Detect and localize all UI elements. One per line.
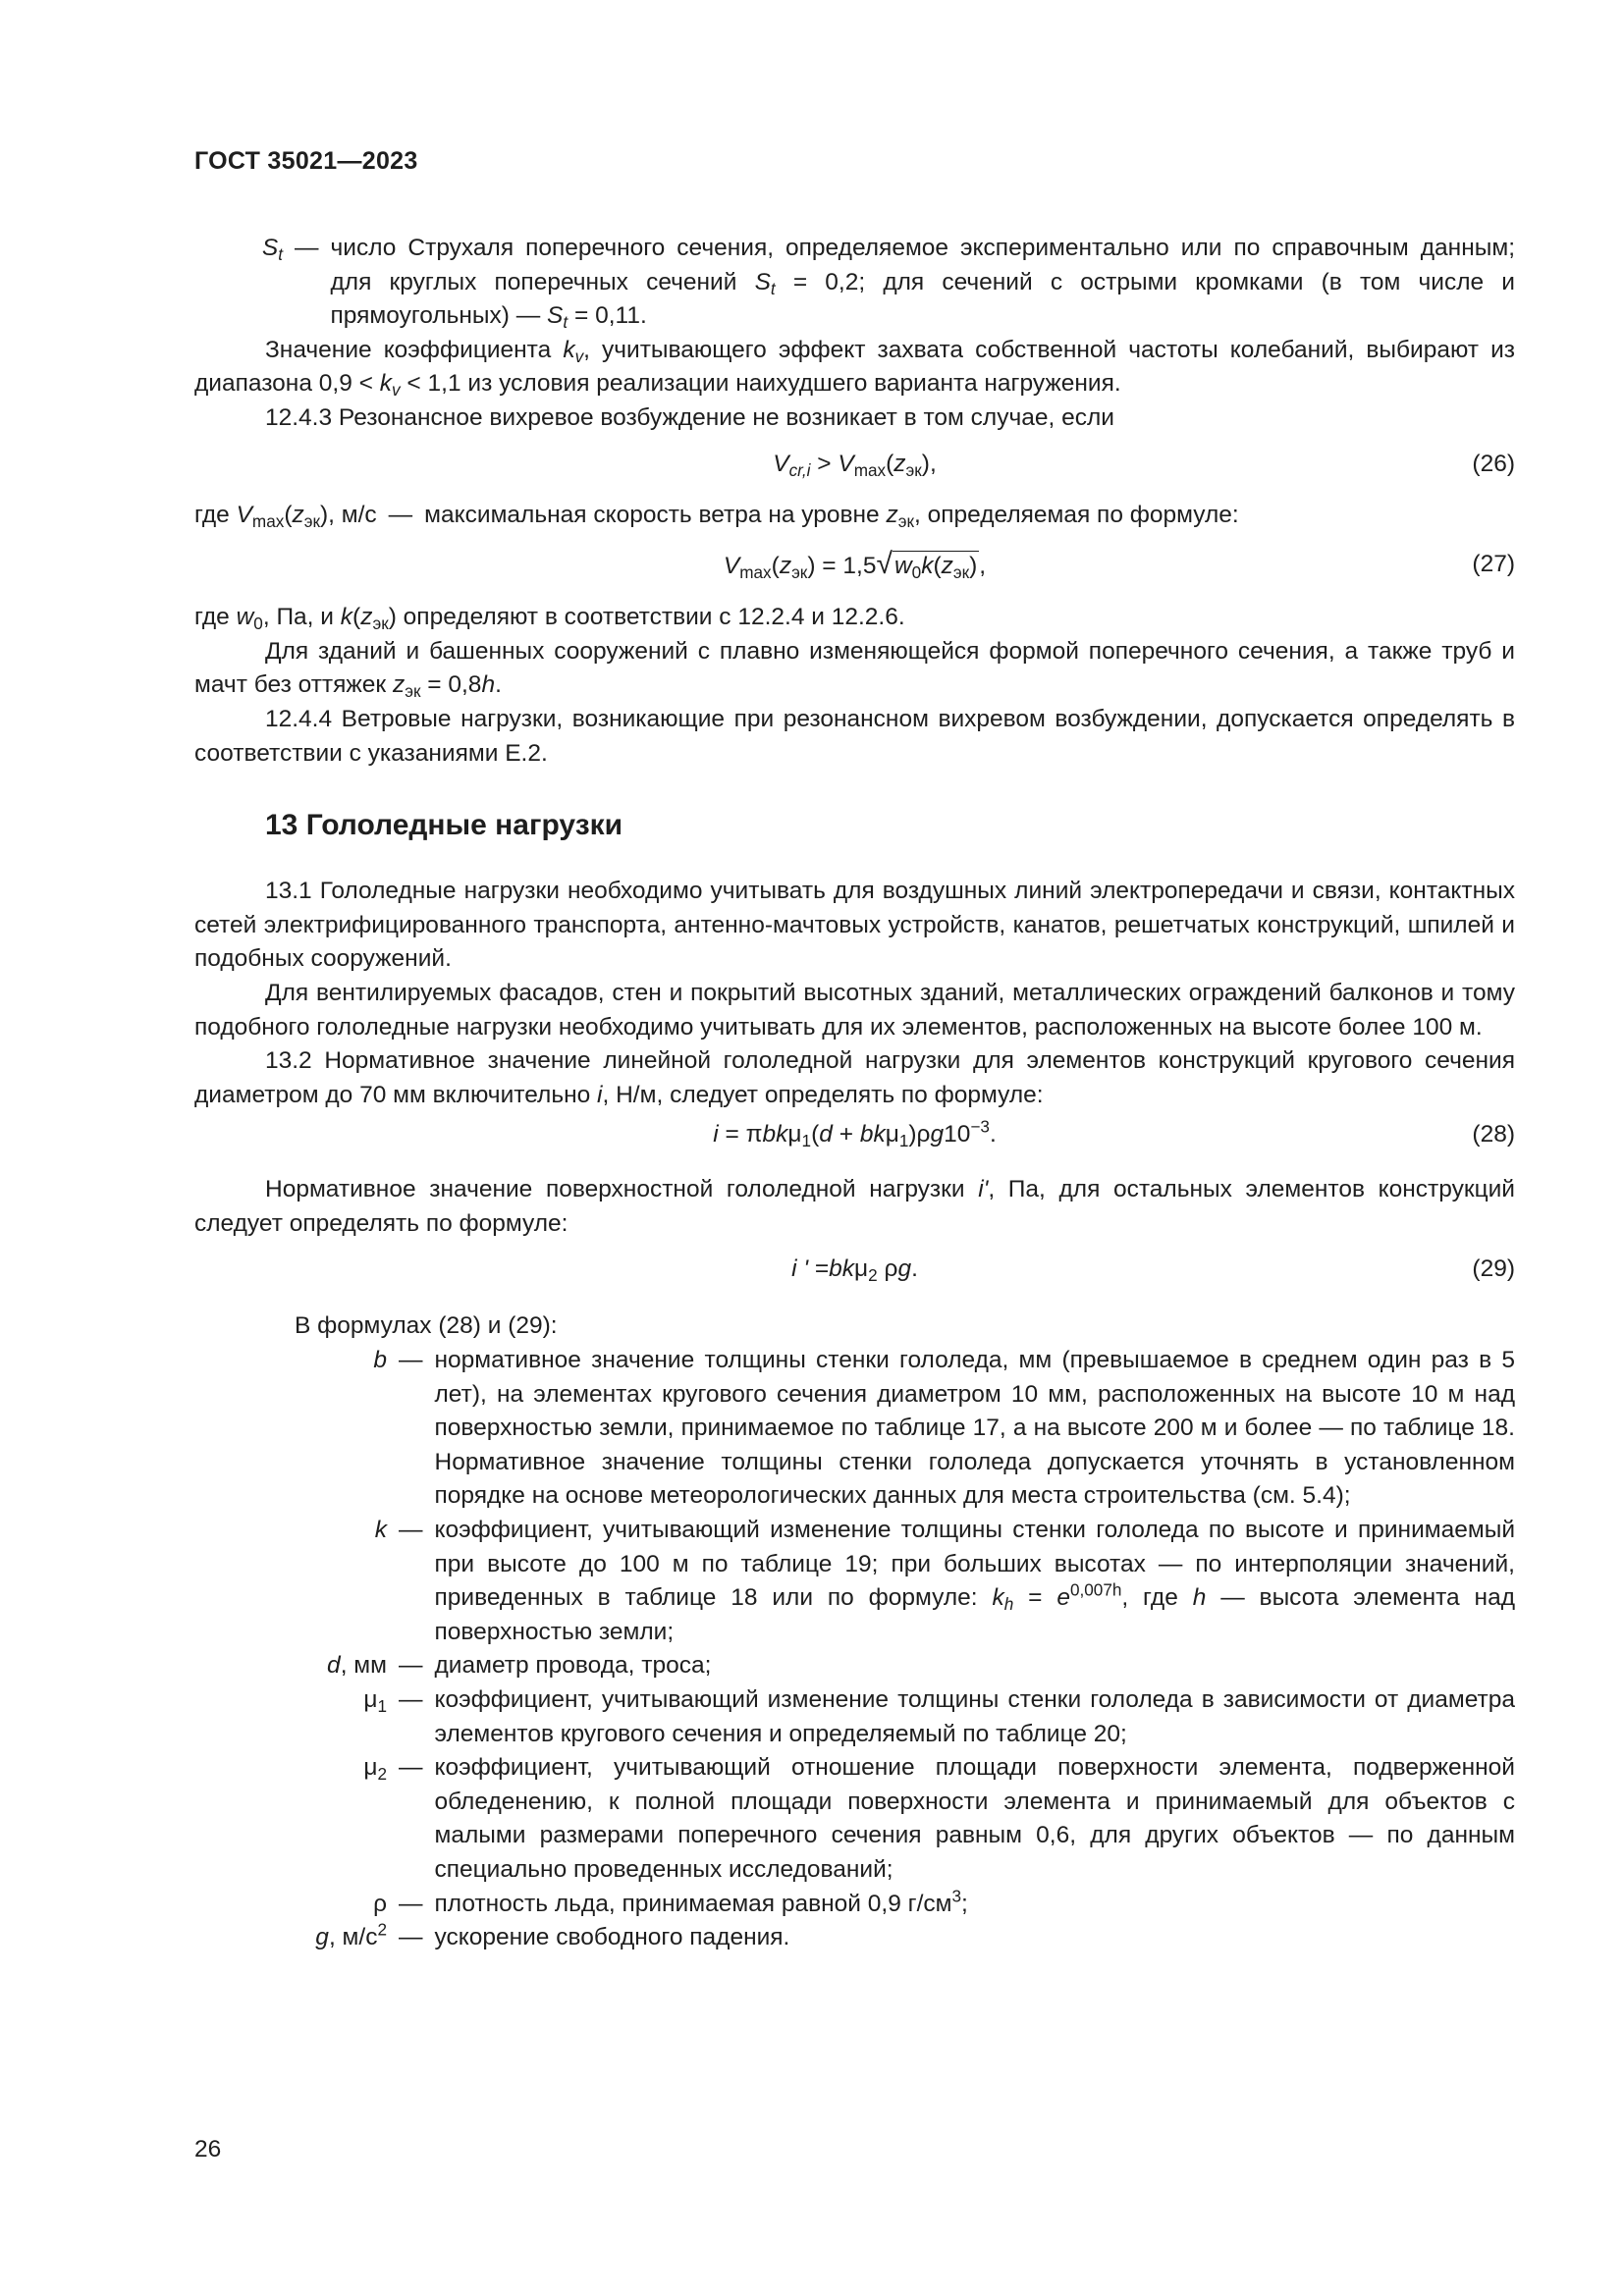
definition-mu1-text: коэффициент, учитывающий изменение толщины стенки гололеда в зависимости от диаметра элементов кругового сечения и определяемый по таблице 20;: [434, 1686, 1515, 1747]
clause-13-2: 13.2 Нормативное значение линейной гололедной нагрузки для элементов конструкций кругового сечения диаметром до 70 мм включительно i, Н/м, следует определять по формуле:: [194, 1047, 1515, 1108]
definition-rho: [194, 1888, 1515, 1922]
facades-paragraph: Для вентилируемых фасадов, стен и покрытий высотных зданий, металлических ограждений балконов и тому подобного гололедные нагрузки необходимо учитывать для их элементов, расположенных на высоте более 100 м.: [194, 979, 1515, 1041]
formula-29-number: (29): [1472, 1255, 1515, 1283]
definition-dash: —: [295, 235, 319, 261]
clause-13-1: 13.1 Гололедные нагрузки необходимо учитывать для воздушных линий электропередачи и связи, контактных сетей электрифицированного транспорта, антенно-мачтовых устройств, канатов, решетчатых конструкций, шпилей и подобных сооружений.: [194, 878, 1515, 973]
definition-b-text: нормативное значение толщины стенки гололеда, мм (превышаемое в среднем один раз в 5 лет), на элементах кругового сечения диаметром 10 мм, расположенных на высоте 10 м над поверхностью земли, принимаемое по таблице 17, а на высоте 200 м и более — по таблице 18. Нормативное значение толщины стенки гололеда допускается уточнять в установленном порядке на основе метеорологических данных для места строительства (см. 5.4);: [434, 1347, 1515, 1510]
definition-k: [194, 1514, 1515, 1649]
definition-mu1: [194, 1683, 1515, 1751]
formula-28-body: $i = \pi bk\mu_1(d + bk\mu_1)\rho g10^{-3}$.: [713, 1116, 997, 1151]
definition-rho-text: плотность льда, принимаемая равной 0,9 $г/см^3$;: [434, 1886, 968, 1917]
term-g: g, $м/с^2$: [315, 1919, 387, 1951]
formula-29: [194, 1249, 1515, 1294]
in-formulas-label: В формулах (28) и (29):: [295, 1312, 558, 1340]
formula-27-body: $V_{max}(z_{эк}) = 1,5√w_0k(z_{эк})$,: [723, 548, 987, 583]
vmax-term: где $V_{max}(z_{эк})$, м/с: [194, 501, 377, 531]
definition-dash: —: [388, 501, 413, 528]
vmax-definition: [194, 499, 1515, 533]
definition-g-text: ускорение свободного падения.: [434, 1924, 790, 1951]
definition-dash: —: [399, 1686, 423, 1713]
where-27: где $w_0$, Па, и $k(z_{эк})$ определяют в соответствии с 12.2.4 и 12.2.6.: [194, 604, 905, 634]
formula-26-body: $V_{cr,i} > V_{max}(z_{эк})$,: [773, 450, 937, 480]
definition-dash: —: [399, 1754, 423, 1782]
definition-b: [194, 1344, 1515, 1514]
definition-mu2: [194, 1751, 1515, 1887]
definition-dash: —: [399, 1890, 423, 1917]
definition-d-text: диаметр провода, троса;: [434, 1652, 712, 1680]
definition-dash: —: [399, 1652, 423, 1680]
term-rho: ρ: [373, 1890, 387, 1917]
kv-paragraph: Значение коэффициента $k_v$, учитывающего эффект захвата собственной частоты колебаний, выбирают из диапазона $0,9 < k_v < 1,1$ из условия реализации наихудшего варианта нагружения.: [194, 336, 1515, 400]
st-definition: [194, 232, 1515, 334]
definition-dash: —: [399, 1517, 423, 1544]
formula-28-number: (28): [1472, 1121, 1515, 1148]
definition-k-text: коэффициент, учитывающий изменение толщины стенки гололеда по высоте и принимаемый при высоте до 100 м по таблице 19; при больших высотах — по интерполяции значений, приведенных в таблице 18 или по формуле: $k_h = e^{0,007h}$, где h — высота элемента над поверхностью земли;: [434, 1517, 1516, 1645]
formula-29-body: i ' =bkμ$_2$ ρg.: [791, 1255, 918, 1286]
formula-27: [194, 540, 1515, 591]
st-definition-text: число Струхаля поперечного сечения, определяемое экспериментально или по справочным данным; для круглых поперечных сечений $S_t = 0,2$; для сечений с острыми кромками (в том числе и прямоугольных) — $S_t = 0,11$.: [330, 235, 1515, 333]
formula-28: [194, 1114, 1515, 1159]
clause-12-4-4: 12.4.4 Ветровые нагрузки, возникающие при резонансном вихревом возбуждении, допускается определять в соответствии с указаниями Е.2.: [194, 705, 1515, 767]
term-mu1: $\mu_1$: [363, 1686, 387, 1717]
definition-dash: —: [399, 1924, 423, 1951]
term-k: k: [374, 1517, 387, 1544]
definition-mu2-text: коэффициент, учитывающий отношение площади поверхности элемента, подверженной обледенению, к полной площади поверхности элемента и принимаемый для объектов с малыми размерами поперечного сечения равным 0,6, для других объектов — по данным специально проведенных исследований;: [434, 1754, 1515, 1883]
st-term: $S_t$: [261, 235, 283, 265]
page-content: [194, 232, 1515, 1955]
vmax-definition-text: максимальная скорость ветра на уровне $z_{эк}$, определяемая по формуле:: [424, 501, 1239, 531]
definition-d: [194, 1649, 1515, 1683]
term-d: d, мм: [327, 1652, 387, 1680]
document-header: ГОСТ 35021—2023: [194, 147, 418, 175]
formula-26-number: (26): [1472, 450, 1515, 477]
square-root-icon: √: [876, 548, 893, 581]
section-13-title: 13 Гололедные нагрузки: [265, 809, 623, 842]
clause-12-4-3: 12.4.3 Резонансное вихревое возбуждение не возникает в том случае, если: [265, 403, 1114, 431]
term-b: b: [373, 1347, 387, 1374]
page-number: 26: [194, 2136, 222, 2163]
definition-dash: —: [399, 1347, 423, 1374]
formula-26: [194, 444, 1515, 489]
buildings-paragraph: Для зданий и башенных сооружений с плавно изменяющейся формой поперечного сечения, а также труб и мачт без оттяжек $z_{эк} = 0,8h$.: [194, 637, 1515, 702]
term-mu2: $\mu_2$: [363, 1754, 387, 1785]
definition-g: [194, 1921, 1515, 1955]
radicand: $w_0k(z_{эк})$: [893, 553, 978, 583]
surface-load-paragraph: Нормативное значение поверхностной гололедной нагрузки i', Па, для остальных элементов конструкций следует определять по формуле:: [194, 1176, 1515, 1237]
formula-27-number: (27): [1472, 551, 1515, 578]
